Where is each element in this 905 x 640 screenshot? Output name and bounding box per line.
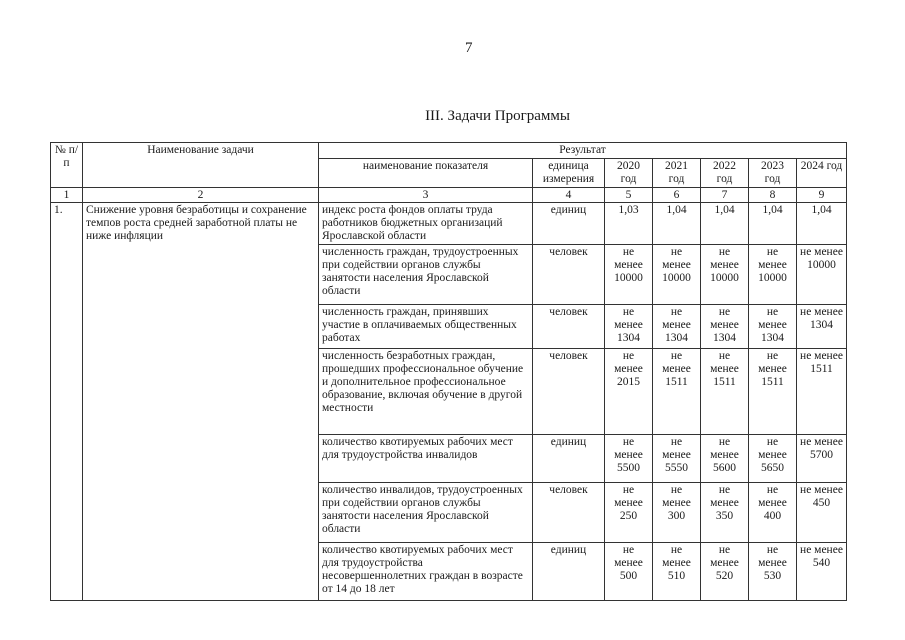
value-2021: 1,04: [653, 203, 701, 245]
header-year: 2024 год: [797, 159, 847, 188]
value-2022: не менее 5600: [701, 435, 749, 483]
value-2022: не менее 10000: [701, 245, 749, 305]
header-indicator: наименование показателя: [319, 159, 533, 188]
value-2021: не менее 1304: [653, 305, 701, 349]
column-index: 8: [749, 188, 797, 203]
column-index-row: [51, 188, 847, 203]
value-2024: не менее 1304: [797, 305, 847, 349]
value-2023: не менее 5650: [749, 435, 797, 483]
column-index: 1: [51, 188, 83, 203]
task-name: Снижение уровня безработицы и сохранение темпов роста средней заработной платы не ниже инфляции: [83, 203, 319, 601]
indicator-name: количество квотируемых рабочих мест для трудоустройства инвалидов: [319, 435, 533, 483]
value-2024: не менее 540: [797, 543, 847, 601]
column-index: 3: [319, 188, 533, 203]
value-2022: не менее 520: [701, 543, 749, 601]
indicator-name: численность граждан, принявших участие в оплачиваемых общественных работах: [319, 305, 533, 349]
value-2024: не менее 5700: [797, 435, 847, 483]
value-2023: не менее 1304: [749, 305, 797, 349]
value-2023: не менее 530: [749, 543, 797, 601]
value-2024: 1,04: [797, 203, 847, 245]
value-2024: не менее 1511: [797, 349, 847, 435]
table-row: [51, 203, 847, 245]
value-2020: не менее 250: [605, 483, 653, 543]
unit: единиц: [533, 203, 605, 245]
indicator-name: индекс роста фондов оплаты труда работников бюджетных организаций Ярославской области: [319, 203, 533, 245]
value-2020: 1,03: [605, 203, 653, 245]
header-result: Результат: [319, 143, 847, 159]
value-2022: не менее 1304: [701, 305, 749, 349]
unit: единиц: [533, 543, 605, 601]
value-2024: не менее 450: [797, 483, 847, 543]
header-year: 2021 год: [653, 159, 701, 188]
page-number: 7: [465, 40, 473, 56]
header-num: № п/п: [51, 143, 83, 188]
value-2022: 1,04: [701, 203, 749, 245]
section-title: III. Задачи Программы: [425, 108, 570, 124]
column-index: 2: [83, 188, 319, 203]
value-2023: не менее 10000: [749, 245, 797, 305]
task-number: 1.: [51, 203, 83, 601]
value-2022: не менее 350: [701, 483, 749, 543]
column-index: 9: [797, 188, 847, 203]
indicator-name: количество инвалидов, трудоустроенных при содействии органов службы занятости населения Ярославской области: [319, 483, 533, 543]
value-2021: не менее 1511: [653, 349, 701, 435]
header-task-name: Наименование задачи: [83, 143, 319, 188]
column-index: 6: [653, 188, 701, 203]
unit: человек: [533, 349, 605, 435]
header-year: 2023 год: [749, 159, 797, 188]
unit: человек: [533, 305, 605, 349]
value-2020: не менее 1304: [605, 305, 653, 349]
value-2021: не менее 510: [653, 543, 701, 601]
value-2023: не менее 400: [749, 483, 797, 543]
unit: единиц: [533, 435, 605, 483]
indicator-name: численность безработных граждан, прошедших профессиональное обучение и дополнительное профессиональное образование, включая обучение в другой местности: [319, 349, 533, 435]
value-2023: 1,04: [749, 203, 797, 245]
column-index: 7: [701, 188, 749, 203]
tasks-table: [50, 142, 847, 601]
value-2023: не менее 1511: [749, 349, 797, 435]
unit: человек: [533, 483, 605, 543]
indicator-name: количество квотируемых рабочих мест для трудоустройства несовершеннолетних граждан в возрасте от 14 до 18 лет: [319, 543, 533, 601]
column-index: 5: [605, 188, 653, 203]
unit: человек: [533, 245, 605, 305]
indicator-name: численность граждан, трудоустроенных при содействии органов службы занятости населения Ярославской области: [319, 245, 533, 305]
header-unit: единица измерения: [533, 159, 605, 188]
value-2021: не менее 5550: [653, 435, 701, 483]
column-index: 4: [533, 188, 605, 203]
value-2021: не менее 10000: [653, 245, 701, 305]
value-2022: не менее 1511: [701, 349, 749, 435]
value-2020: не менее 5500: [605, 435, 653, 483]
header-year: 2020 год: [605, 159, 653, 188]
value-2020: не менее 10000: [605, 245, 653, 305]
value-2020: не менее 500: [605, 543, 653, 601]
value-2024: не менее 10000: [797, 245, 847, 305]
value-2020: не менее 2015: [605, 349, 653, 435]
header-row: [51, 143, 847, 159]
header-year: 2022 год: [701, 159, 749, 188]
value-2021: не менее 300: [653, 483, 701, 543]
